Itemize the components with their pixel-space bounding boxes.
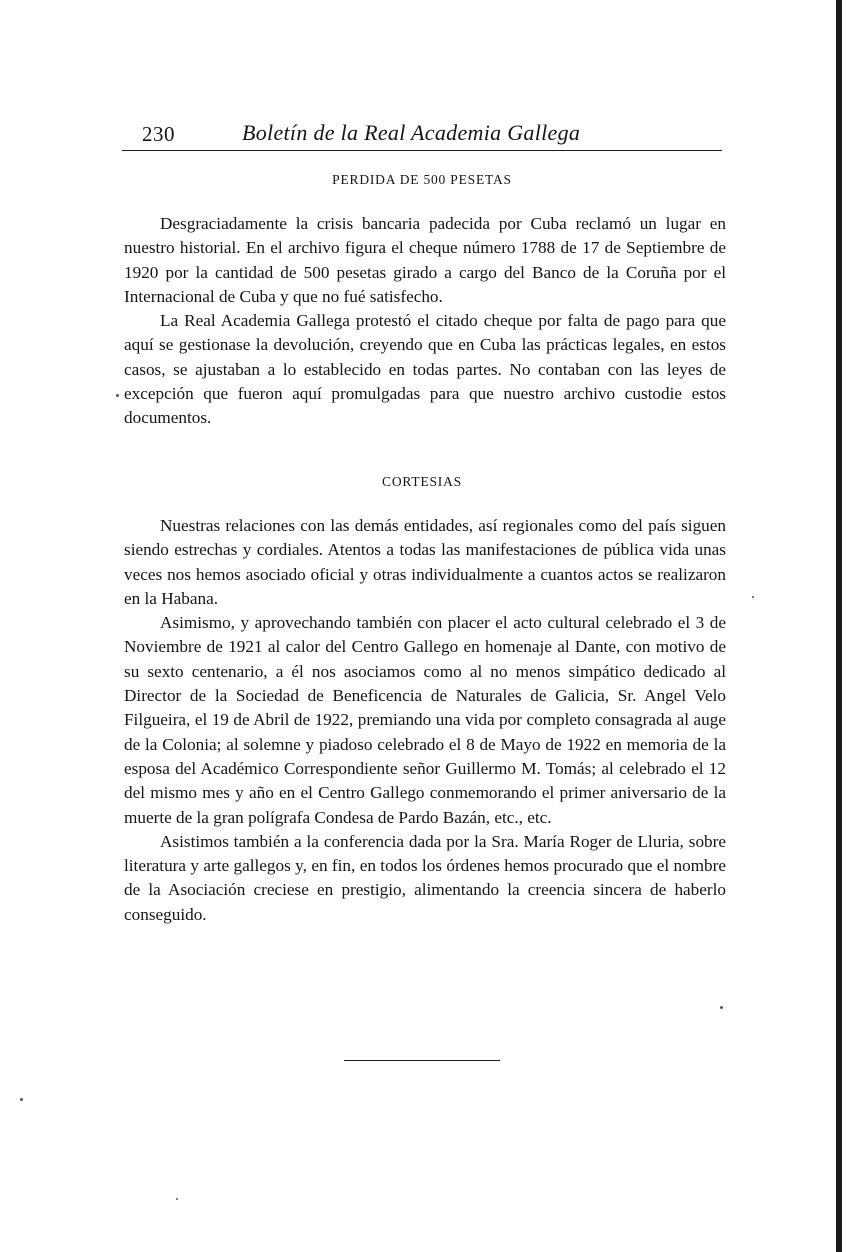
paragraph: Asistimos también a la conferencia dada por la Sra. María Roger de Lluria, sobre literatura y arte gallegos y, en fin, en todos los órdenes hemos procurado que el nombre de la Asociación creciese en prestigio, alimentando la creencia sincera de haberlo conseguido. bbox=[124, 831, 726, 924]
paragraph: Nuestras relaciones con las demás entidades, así regionales como del país siguen siendo estrechas y cordiales. Atentos a todas las manifestaciones de pública vida unas veces nos hemos asociado oficial y otras individualmente a cuantos actos se realizaron en la Habana. bbox=[124, 516, 726, 608]
section-title-cortesias: CORTESIAS bbox=[382, 474, 462, 489]
paragraph: La Real Academia Gallega protestó el citado cheque por falta de pago para que aquí se gestionase la devolución, creyendo que en Cuba las prácticas legales, en estos casos, se ajustaban a lo establecido en todas partes. No contaban con las leyes de excepción que fueron aquí promulgadas para que nuestro archivo custodie estos documentos. bbox=[124, 311, 726, 428]
paragraph: Desgraciadamente la crisis bancaria padecida por Cuba reclamó un lugar en nuestro historial. En el archivo figura el cheque número 1788 de 17 de Septiembre de 1920 por la cantidad de 500 pesetas girado a cargo del Banco de la Coruña por el Internacional de Cuba y que no fué satisfecho. bbox=[124, 214, 726, 306]
scan-edge-bar bbox=[836, 0, 842, 1252]
section-body-cortesias bbox=[124, 514, 726, 927]
scan-speck bbox=[116, 394, 119, 397]
paragraph: Asimismo, y aprovechando también con placer el acto cultural celebrado el 3 de Noviembre de 1921 al calor del Centro Gallego en homenaje al Dante, con motivo de su sexto centenario, a él nos asociamos como al no menos simpático dedicado al Director de la Sociedad de Beneficencia de Naturales de Galicia, Sr. Angel Velo Filgueira, el 19 de Abril de 1922, premiando una vida por completo consagrada al auge de la Colonia; al solemne y piadoso celebrado el 8 de Mayo de 1922 en memoria de la esposa del Académico Correspondiente señor Guillermo M. Tomás; al celebrado el 12 del mismo mes y año en el Centro Gallego conmemorando el primer aniversario de la muerte de la gran polígrafa Condesa de Pardo Bazán, etc., etc. bbox=[124, 613, 726, 827]
page-header bbox=[122, 118, 722, 151]
page-number: 230 bbox=[142, 122, 175, 146]
section-body-perdida bbox=[124, 212, 726, 431]
scan-speck bbox=[20, 1098, 23, 1101]
scan-speck bbox=[720, 1006, 723, 1009]
section-title-perdida: PERDIDA DE 500 PESETAS bbox=[332, 172, 512, 187]
closing-rule bbox=[344, 1060, 500, 1061]
running-title: Boletín de la Real Academia Gallega bbox=[242, 120, 581, 145]
scan-speck bbox=[752, 596, 754, 598]
scan-speck bbox=[176, 1198, 178, 1200]
